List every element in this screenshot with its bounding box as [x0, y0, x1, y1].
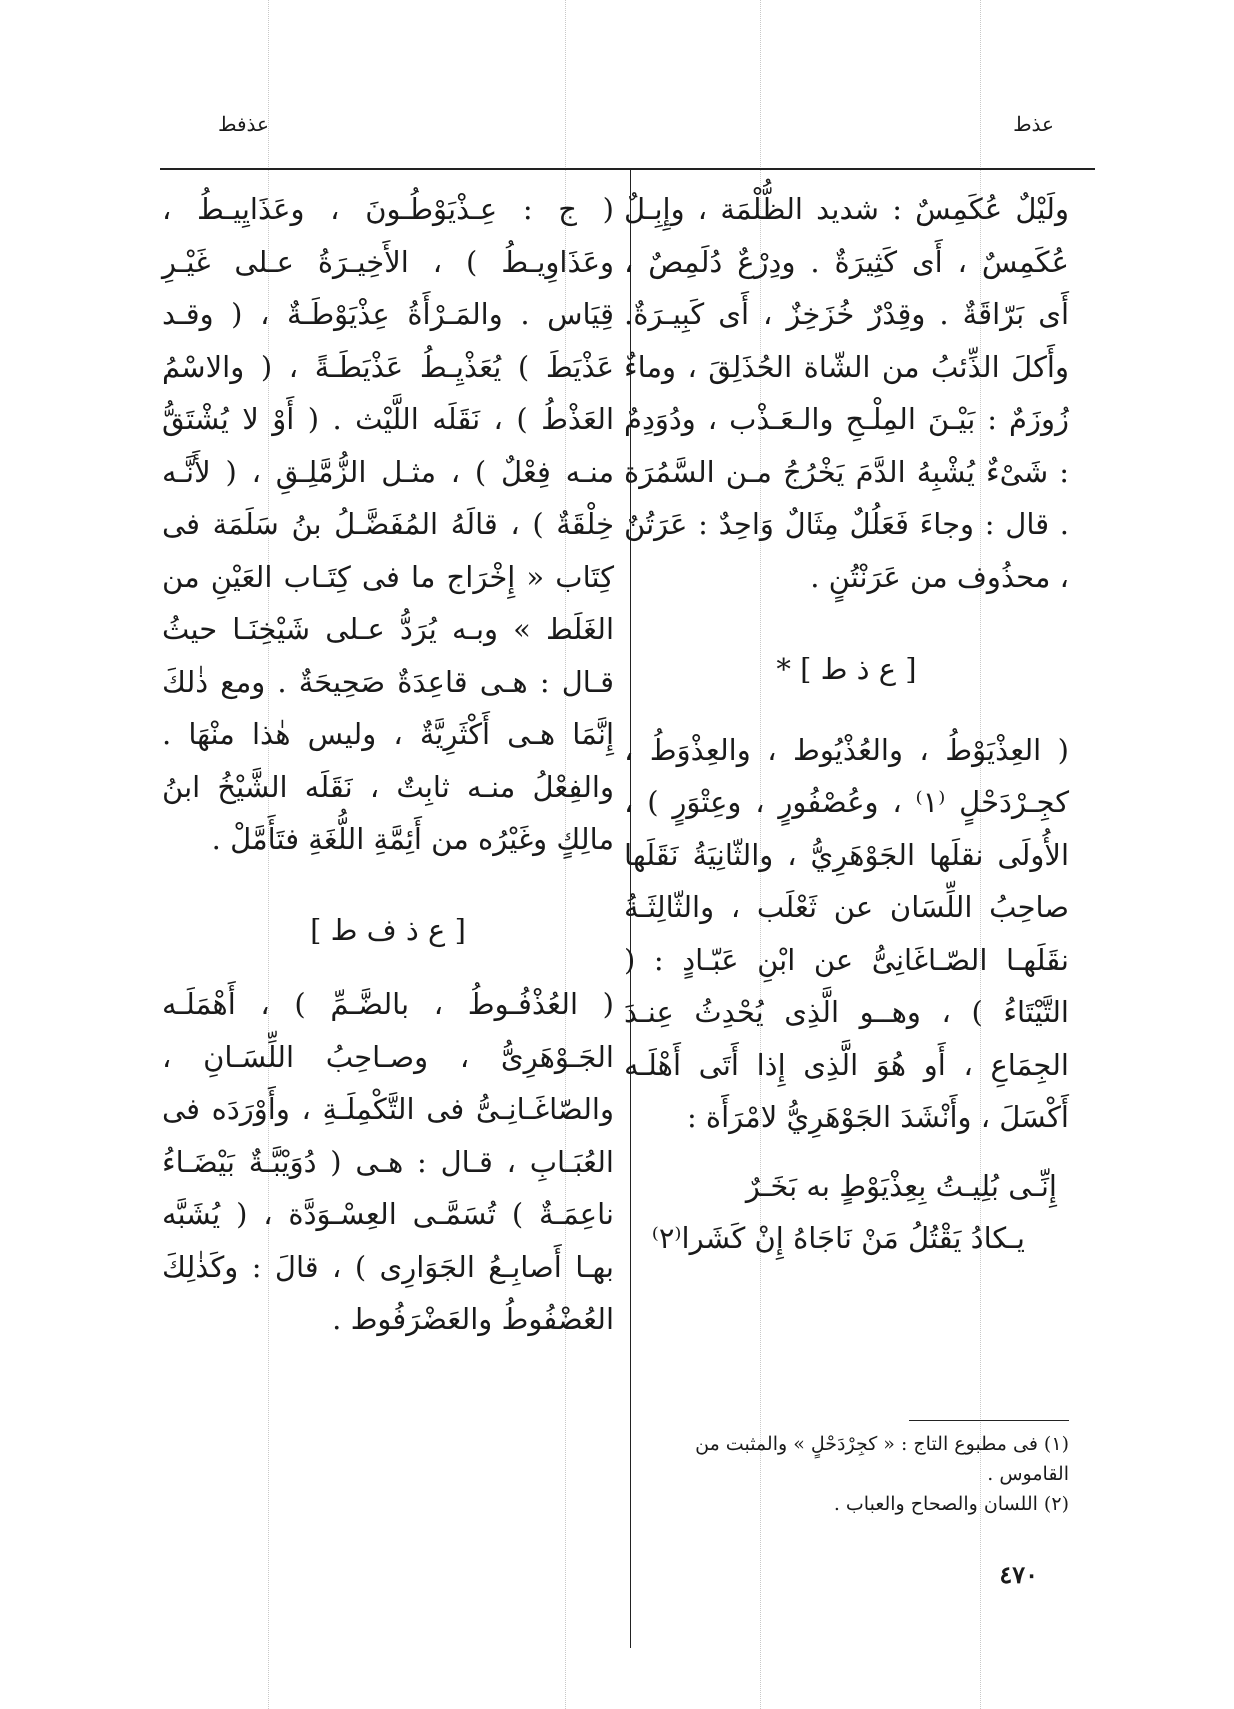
footnotes — [624, 1420, 1069, 1519]
page-number: ٤٧٠ — [999, 1560, 1038, 1589]
verse-line: يـكادُ يَقْتُلُ مَنْ نَاجَاهُ إِنْ كَشَرا⁽٢⁾ — [651, 1221, 1025, 1255]
entry-text: ( ج : عِـذْيَوْطُـونَ ، وعَذَايِيـطُ ، وعَذَاوِيـطُ ) ، الأَخِيـرَةُ عـلى غَيْـرِ قِيَاس . والمَـرْأَةُ عِذْيَوْطَـةٌ ، ( وقـد عَذْيَطَ ) يُعَذْيِـطُ عَذْيَطَـةً ، ( والاسْمُ العَذْطُ ) ، نَقَلَه اللَّيْث . ( أَوْ لا يُشْتَقُّ منـه فِعْلٌ ) ، مثـل الزُّمَّلِـقِ ، ( لأَنَّـه خِلْقَةٌ ) ، قالَهُ المُفَضَّـلُ بنُ سَلَمَة فى كِتَاب « إِخْرَاج ما فى كِتَـاب العَيْنِ من الغَلَط » وبـه يُرَدُّ عـلى شَيْخِنَـا حيثُ قـال : هـى قاعِدَةٌ صَحِيحَةٌ . ومع ذٰلكَ إِنَّمَا هـى أَكْثَرِيَّةٌ ، وليس هٰذا منْهَا . والفِعْلُ منـه ثابِتٌ ، نَقَلَه الشَّيْخُ ابنُ مالِكٍ وغَيْرُه من أَئِمَّةِ اللُّغَةِ فتَأَمَّلْ . — [162, 192, 614, 856]
header-rule — [160, 168, 1095, 170]
running-header-right: عذط — [1013, 112, 1054, 136]
entry-text: ( العُذْفُـوطُ ، بالضَّـمِّ ) ، أَهْمَلَـه الجَـوْهَرِىُّ ، وصـاحِبُ اللِّسَـانِ ، والصّاغَـانِـىُّ فى التَّكْمِلَـةِ ، وأَوْرَدَه فى العُبَـابِ ، قـال : هـى ( دُوَيْبَّـةٌ بَيْضَـاءُ ناعِمَـةٌ ) تُسَمَّـى العِسْـوَدَّة ، ( يُشَبَّه بهـا أَصابِـعُ الجَوَارِى ) ، قالَ : وكَذٰلِكَ العُضْفُوطُ والعَضْرَفُوط . — [162, 987, 614, 1336]
footnote: (١) فى مطبوع التاج : « كجِرْدَحْلٍ » والمثبت من القاموس . — [695, 1433, 1069, 1485]
running-header-left: عذفط — [218, 112, 269, 136]
entry-heading: [ ع ذ ط ] * — [776, 652, 917, 686]
entry-heading: [ ع ذ ف ط ] — [310, 912, 466, 947]
entry-text: ولَيْلٌ عُكَمِسٌ : شديد الظُّلْمَة ، وإِبِـلٌ عُكَمِسٌ ، أَى كَثِيرَةٌ . ودِرْعٌ دُلَمِصٌ ، أَى بَرّاقَةٌ . وقِدْرٌ خُزَخِزٌ ، أَى كَبِيـرَةٌ. وأَكلَ الذِّئبُ من الشّاة الحُذَلِقَ ، وماءٌ زُوزَمٌ : بَيْـنَ المِلْـحِ والـعَـذْب ، ودُوَدِمٌ : شَىْءٌ يُشْبِهُ الدَّمَ يَخْرُجُ مـن السَّمُرَة . قال : وجاءَ فَعَلُلٌ مِثَالٌ وَاحِدٌ : عَرَتُنٌ ، محذُوف من عَرَنْتُنٍ . — [624, 192, 1069, 594]
left-column — [162, 183, 614, 1346]
right-column — [624, 183, 1069, 1265]
footnote: (٢) اللسان والصحاح والعباب . — [833, 1493, 1069, 1515]
verse — [624, 1160, 1069, 1265]
entry-text: ( العِذْيَوْطُ ، والعُذْيُوط ، والعِذْوَطُ ، كجِـرْدَحْلٍ ⁽١⁾ ، وعُصْفُورٍ ، وعِتْوَرٍ ) ، الأُولَى نقلَها الجَوْهَرِيُّ ، والثّانِيَةُ نَقَلَها صاحِبُ اللِّسَان عن ثَعْلَب ، والثّالِثَـةُ نقَلَهـا الصّـاغَانِىُّ عن ابْنِ عَبّـادٍ : ( التَّيْتَاءُ ) ، وهــو الَّذِى يُحْدِثُ عِنـدَ الجِمَاعِ ، أَو هُوَ الَّذِى إِذا أَتَى أَهْلَـه أَكْسَلَ ، وأَنْشَدَ الجَوْهَرِيُّ لامْرَأَة : — [624, 732, 1069, 1134]
verse-line: إِنِّـى بُلِيـتُ بِعِذْيَوْطٍ به بَخَـرٌ — [745, 1168, 1057, 1203]
footnote-rule — [909, 1420, 1069, 1421]
